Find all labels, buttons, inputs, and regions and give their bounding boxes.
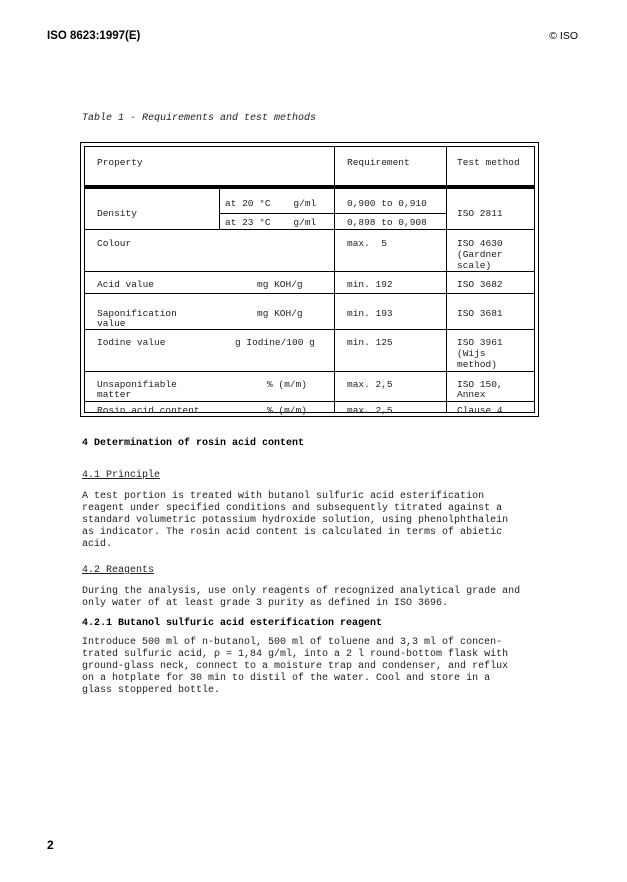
copyright-notice: © ISO [549, 30, 578, 42]
density-method: ISO 2811 [457, 208, 503, 219]
saponification-property-1: Saponification [97, 308, 177, 319]
colour-method-1: ISO 4630 [457, 238, 503, 249]
unsaponifiable-method-2: Annex [457, 389, 486, 400]
paragraph-line: standard volumetric potassium hydroxide solution, using phenolphthalein [82, 515, 509, 526]
col-header-test-method: Test method [457, 157, 520, 168]
col-header-property: Property [97, 157, 143, 168]
saponification-unit: mg KOH/g [257, 308, 303, 319]
density-property: Density [97, 208, 137, 219]
page-number: 2 [47, 838, 54, 852]
iodine-property: Iodine value [97, 337, 166, 348]
iodine-method-1: ISO 3961 [457, 337, 503, 348]
saponification-req: min. 193 [347, 308, 393, 319]
col-header-requirement: Requirement [347, 157, 410, 168]
section-4-title: 4 Determination of rosin acid content [82, 438, 305, 449]
section-4-2-1-title: 4.2.1 Butanol sulfuric acid esterification reagent [82, 618, 383, 629]
paragraph-line: as indicator. The rosin acid content is calculated in terms of abietic [82, 527, 503, 538]
paragraph-line: During the analysis, use only reagents of recognized analytical grade and [82, 586, 521, 597]
paragraph-line: on a hotplate for 30 min to distil of the water. Cool and store in a [82, 673, 491, 684]
paragraph-line: ground-glass neck, connect to a moisture trap and condenser, and reflux [82, 661, 509, 672]
density-cond-20: at 20 °C g/ml [225, 198, 317, 209]
rosin-property: Rosin acid content [97, 405, 200, 416]
paragraph-line: A test portion is treated with butanol sulfuric acid esterification [82, 491, 485, 502]
saponification-property-2: value [97, 318, 126, 329]
rosin-req: max. 2,5 [347, 405, 393, 416]
document-id: ISO 8623:1997(E) [47, 30, 141, 42]
unsaponifiable-property-2: matter [97, 389, 132, 400]
iodine-unit: g Iodine/100 g [235, 337, 315, 348]
colour-property: Colour [97, 238, 132, 249]
colour-method-3: scale) [457, 260, 492, 271]
colour-req: max. 5 [347, 238, 387, 249]
section-4-2-1-text [82, 637, 542, 697]
paragraph-line: acid. [82, 539, 113, 550]
iodine-method-2: (Wijs [457, 348, 486, 359]
paragraph-line: reagent under specified conditions and subsequently titrated against a [82, 503, 503, 514]
iodine-method-3: method) [457, 359, 497, 370]
acid-value-property: Acid value [97, 279, 155, 290]
section-4-2-title: 4.2 Reagents [82, 565, 155, 576]
unsaponifiable-property-1: Unsaponifiable [97, 379, 177, 390]
rosin-method: Clause 4 [457, 405, 503, 416]
section-4-2-text [82, 586, 542, 610]
density-req-20: 0,900 to 0,910 [347, 198, 427, 209]
acid-value-unit: mg KOH/g [257, 279, 303, 290]
acid-value-req: min. 192 [347, 279, 393, 290]
paragraph-line: only water of at least grade 3 purity as defined in ISO 3696. [82, 598, 449, 609]
colour-method-2: (Gardner [457, 249, 503, 260]
unsaponifiable-method-1: ISO 150, [457, 379, 503, 390]
unsaponifiable-req: max. 2,5 [347, 379, 393, 390]
section-4-1-title: 4.1 Principle [82, 470, 161, 481]
density-req-23: 0,898 to 0,908 [347, 217, 427, 228]
section-4-1-text [82, 491, 542, 551]
paragraph-line: trated sulfuric acid, ρ = 1,84 g/ml, into a 2 l round-bottom flask with [82, 649, 509, 660]
acid-value-method: ISO 3682 [457, 279, 503, 290]
iodine-req: min. 125 [347, 337, 393, 348]
density-cond-23: at 23 °C g/ml [225, 217, 317, 228]
paragraph-line: Introduce 500 ml of n-butanol, 500 ml of toluene and 3,3 ml of concen- [82, 637, 503, 648]
rosin-unit: % (m/m) [267, 405, 307, 416]
table-caption: Table 1 - Requirements and test methods [82, 113, 317, 124]
paragraph-line: glass stoppered bottle. [82, 685, 221, 696]
saponification-method: ISO 3681 [457, 308, 503, 319]
unsaponifiable-unit: % (m/m) [267, 379, 307, 390]
requirements-table [80, 142, 539, 417]
